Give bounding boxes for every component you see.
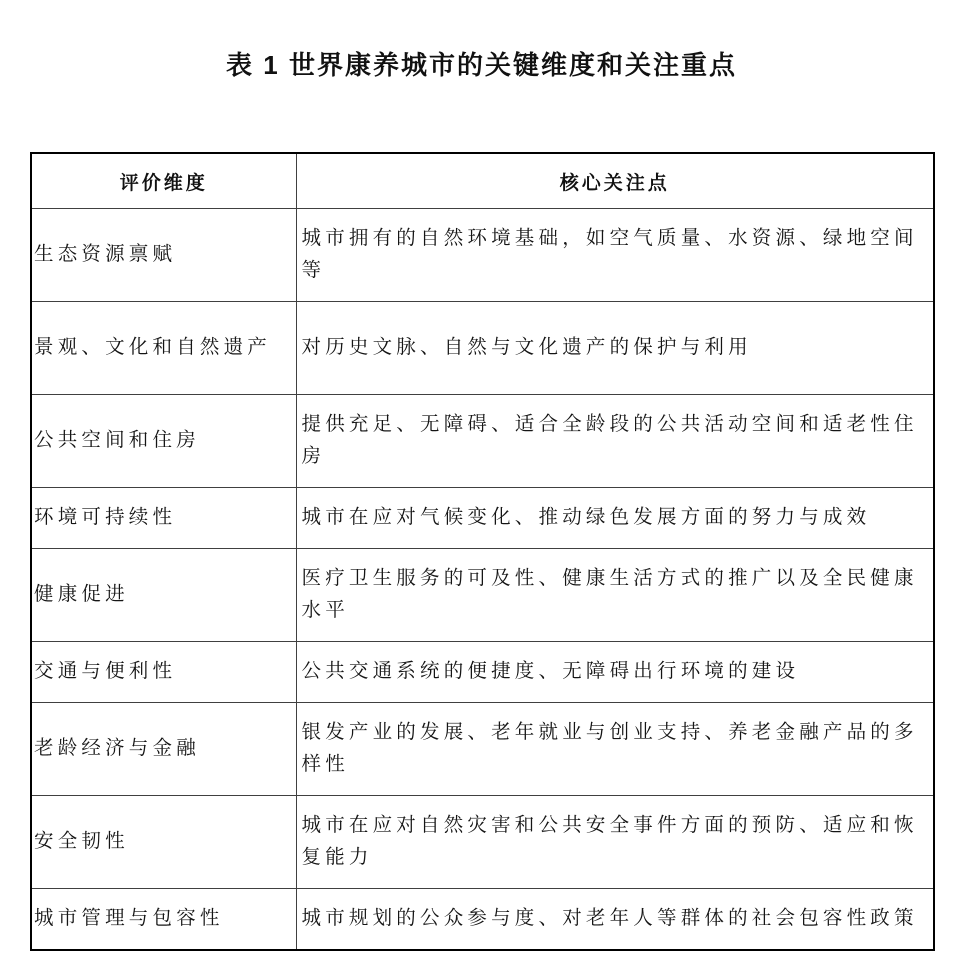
dimension-cell: 景观、文化和自然遗产 <box>31 302 296 395</box>
dimension-cell: 公共空间和住房 <box>31 395 296 488</box>
header-cell-dimension: 评价维度 <box>31 153 296 209</box>
header-cell-focus: 核心关注点 <box>296 153 934 209</box>
focus-cell: 城市在应对气候变化、推动绿色发展方面的努力与成效 <box>296 488 934 549</box>
focus-cell: 提供充足、无障碍、适合全龄段的公共活动空间和适老性住房 <box>296 395 934 488</box>
table-row <box>31 889 934 951</box>
table-caption: 表 1 世界康养城市的关键维度和关注重点 <box>226 50 737 80</box>
table-row <box>31 703 934 796</box>
wellness-city-dimensions-table <box>30 152 935 951</box>
dimension-cell: 健康促进 <box>31 549 296 642</box>
dimension-cell: 城市管理与包容性 <box>31 889 296 951</box>
table-row <box>31 302 934 395</box>
focus-cell: 对历史文脉、自然与文化遗产的保护与利用 <box>296 302 934 395</box>
focus-cell: 医疗卫生服务的可及性、健康生活方式的推广以及全民健康水平 <box>296 549 934 642</box>
table-row <box>31 395 934 488</box>
dimension-cell: 生态资源禀赋 <box>31 209 296 302</box>
table-row <box>31 549 934 642</box>
table-row <box>31 488 934 549</box>
table-row <box>31 796 934 889</box>
dimension-cell: 安全韧性 <box>31 796 296 889</box>
focus-cell: 城市拥有的自然环境基础，如空气质量、水资源、绿地空间等 <box>296 209 934 302</box>
table-row <box>31 642 934 703</box>
focus-cell: 公共交通系统的便捷度、无障碍出行环境的建设 <box>296 642 934 703</box>
focus-cell: 城市在应对自然灾害和公共安全事件方面的预防、适应和恢复能力 <box>296 796 934 889</box>
dimension-cell: 老龄经济与金融 <box>31 703 296 796</box>
focus-cell: 城市规划的公众参与度、对老年人等群体的社会包容性政策 <box>296 889 934 951</box>
focus-cell: 银发产业的发展、老年就业与创业支持、养老金融产品的多样性 <box>296 703 934 796</box>
table-row <box>31 209 934 302</box>
header-row <box>31 153 934 209</box>
dimension-cell: 环境可持续性 <box>31 488 296 549</box>
dimension-cell: 交通与便利性 <box>31 642 296 703</box>
